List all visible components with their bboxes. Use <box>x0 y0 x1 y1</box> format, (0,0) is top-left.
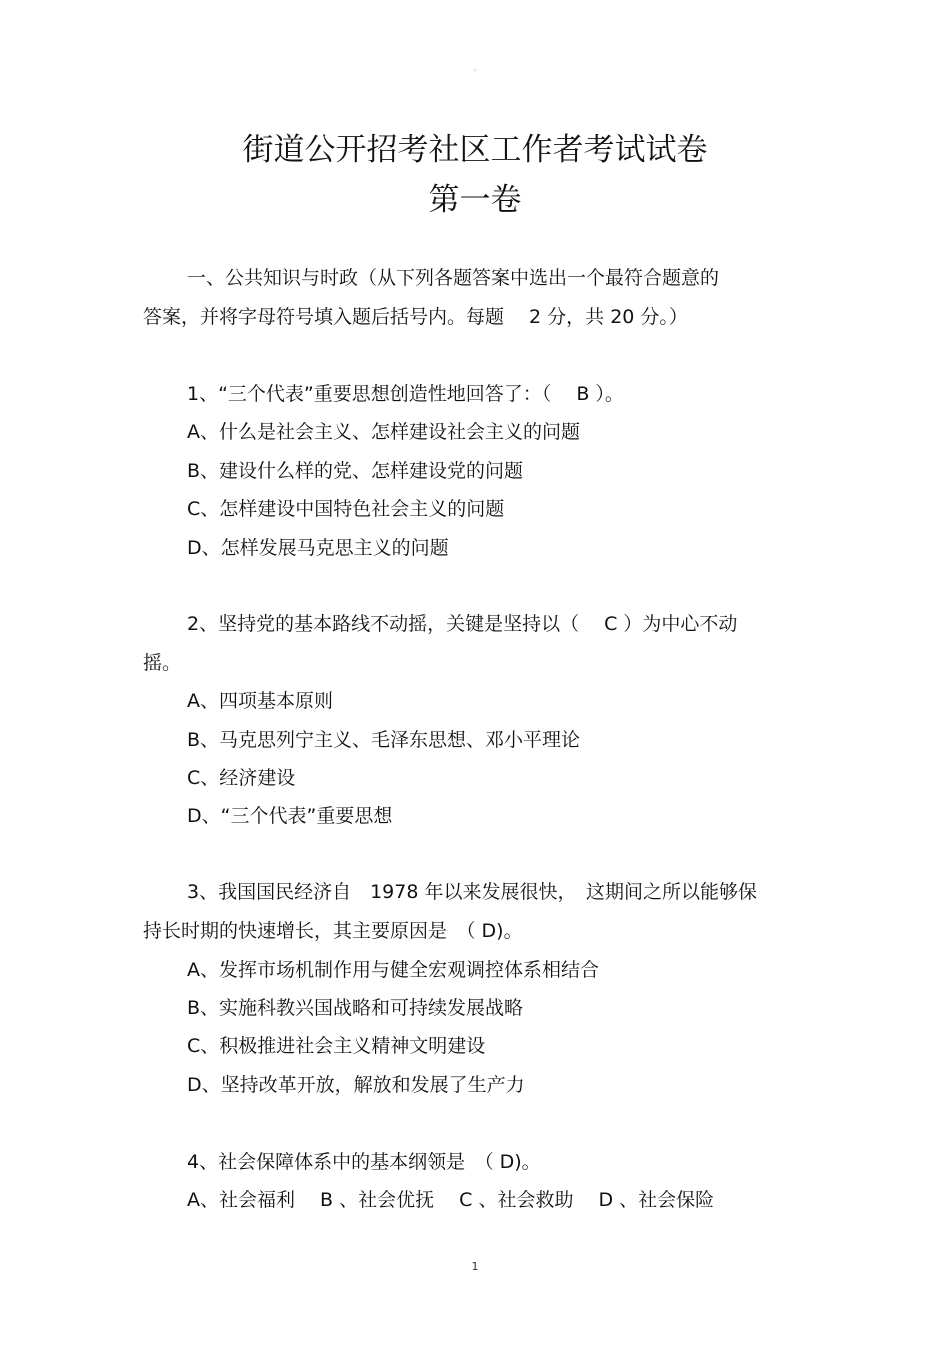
section-instruction-line-1: 一、公共知识与时政（从下列各题答案中选出一个最符合题意的 <box>187 267 720 289</box>
question-2-stem: 2、坚持党的基本路线不动摇，关键是坚持以（ C ）为中心不动 <box>187 613 738 635</box>
top-mark: ◦ <box>472 66 478 75</box>
question-4-options: A、社会福利 B 、社会优抚 C 、社会救助 D 、社会保险 <box>187 1189 715 1211</box>
question-2-option-a: A、四项基本原则 <box>187 690 333 712</box>
question-3-option-b: B、实施科教兴国战略和可持续发展战略 <box>187 997 524 1019</box>
question-1-option-b: B、建设什么样的党、怎样建设党的问题 <box>187 460 524 482</box>
question-2-option-c: C、经济建设 <box>187 767 296 789</box>
question-3-option-c: C、积极推进社会主义精神文明建设 <box>187 1035 486 1057</box>
question-1-stem: 1、“三个代表”重要思想创造性地回答了：（ B ）。 <box>187 383 624 405</box>
page-number: 1 <box>471 1260 479 1273</box>
question-2-option-d: D、“三个代表”重要思想 <box>187 805 393 827</box>
question-3-option-d: D、坚持改革开放，解放和发展了生产力 <box>187 1074 525 1096</box>
question-3-stem-cont: 持长时期的快速增长，其主要原因是 （ D)。 <box>143 920 523 942</box>
question-1-option-a: A、什么是社会主义、怎样建设社会主义的问题 <box>187 421 580 443</box>
section-instruction-line-2: 答案，并将字母符号填入题后括号内。每题 2 分，共 20 分。） <box>143 306 688 328</box>
question-1-option-d: D、怎样发展马克思主义的问题 <box>187 537 449 559</box>
question-2-stem-cont: 摇。 <box>143 652 182 674</box>
question-3-option-a: A、发挥市场机制作用与健全宏观调控体系相结合 <box>187 959 599 981</box>
page-subtitle: 第一卷 <box>428 182 522 218</box>
question-4-stem: 4、社会保障体系中的基本纲领是 （ D)。 <box>187 1151 541 1173</box>
page-title: 街道公开招考社区工作者考试试卷 <box>242 132 708 168</box>
question-3-stem: 3、我国国民经济自 1978 年以来发展很快， 这期间之所以能够保 <box>187 881 757 903</box>
question-2-option-b: B、马克思列宁主义、毛泽东思想、邓小平理论 <box>187 729 581 751</box>
question-1-option-c: C、怎样建设中国特色社会主义的问题 <box>187 498 505 520</box>
